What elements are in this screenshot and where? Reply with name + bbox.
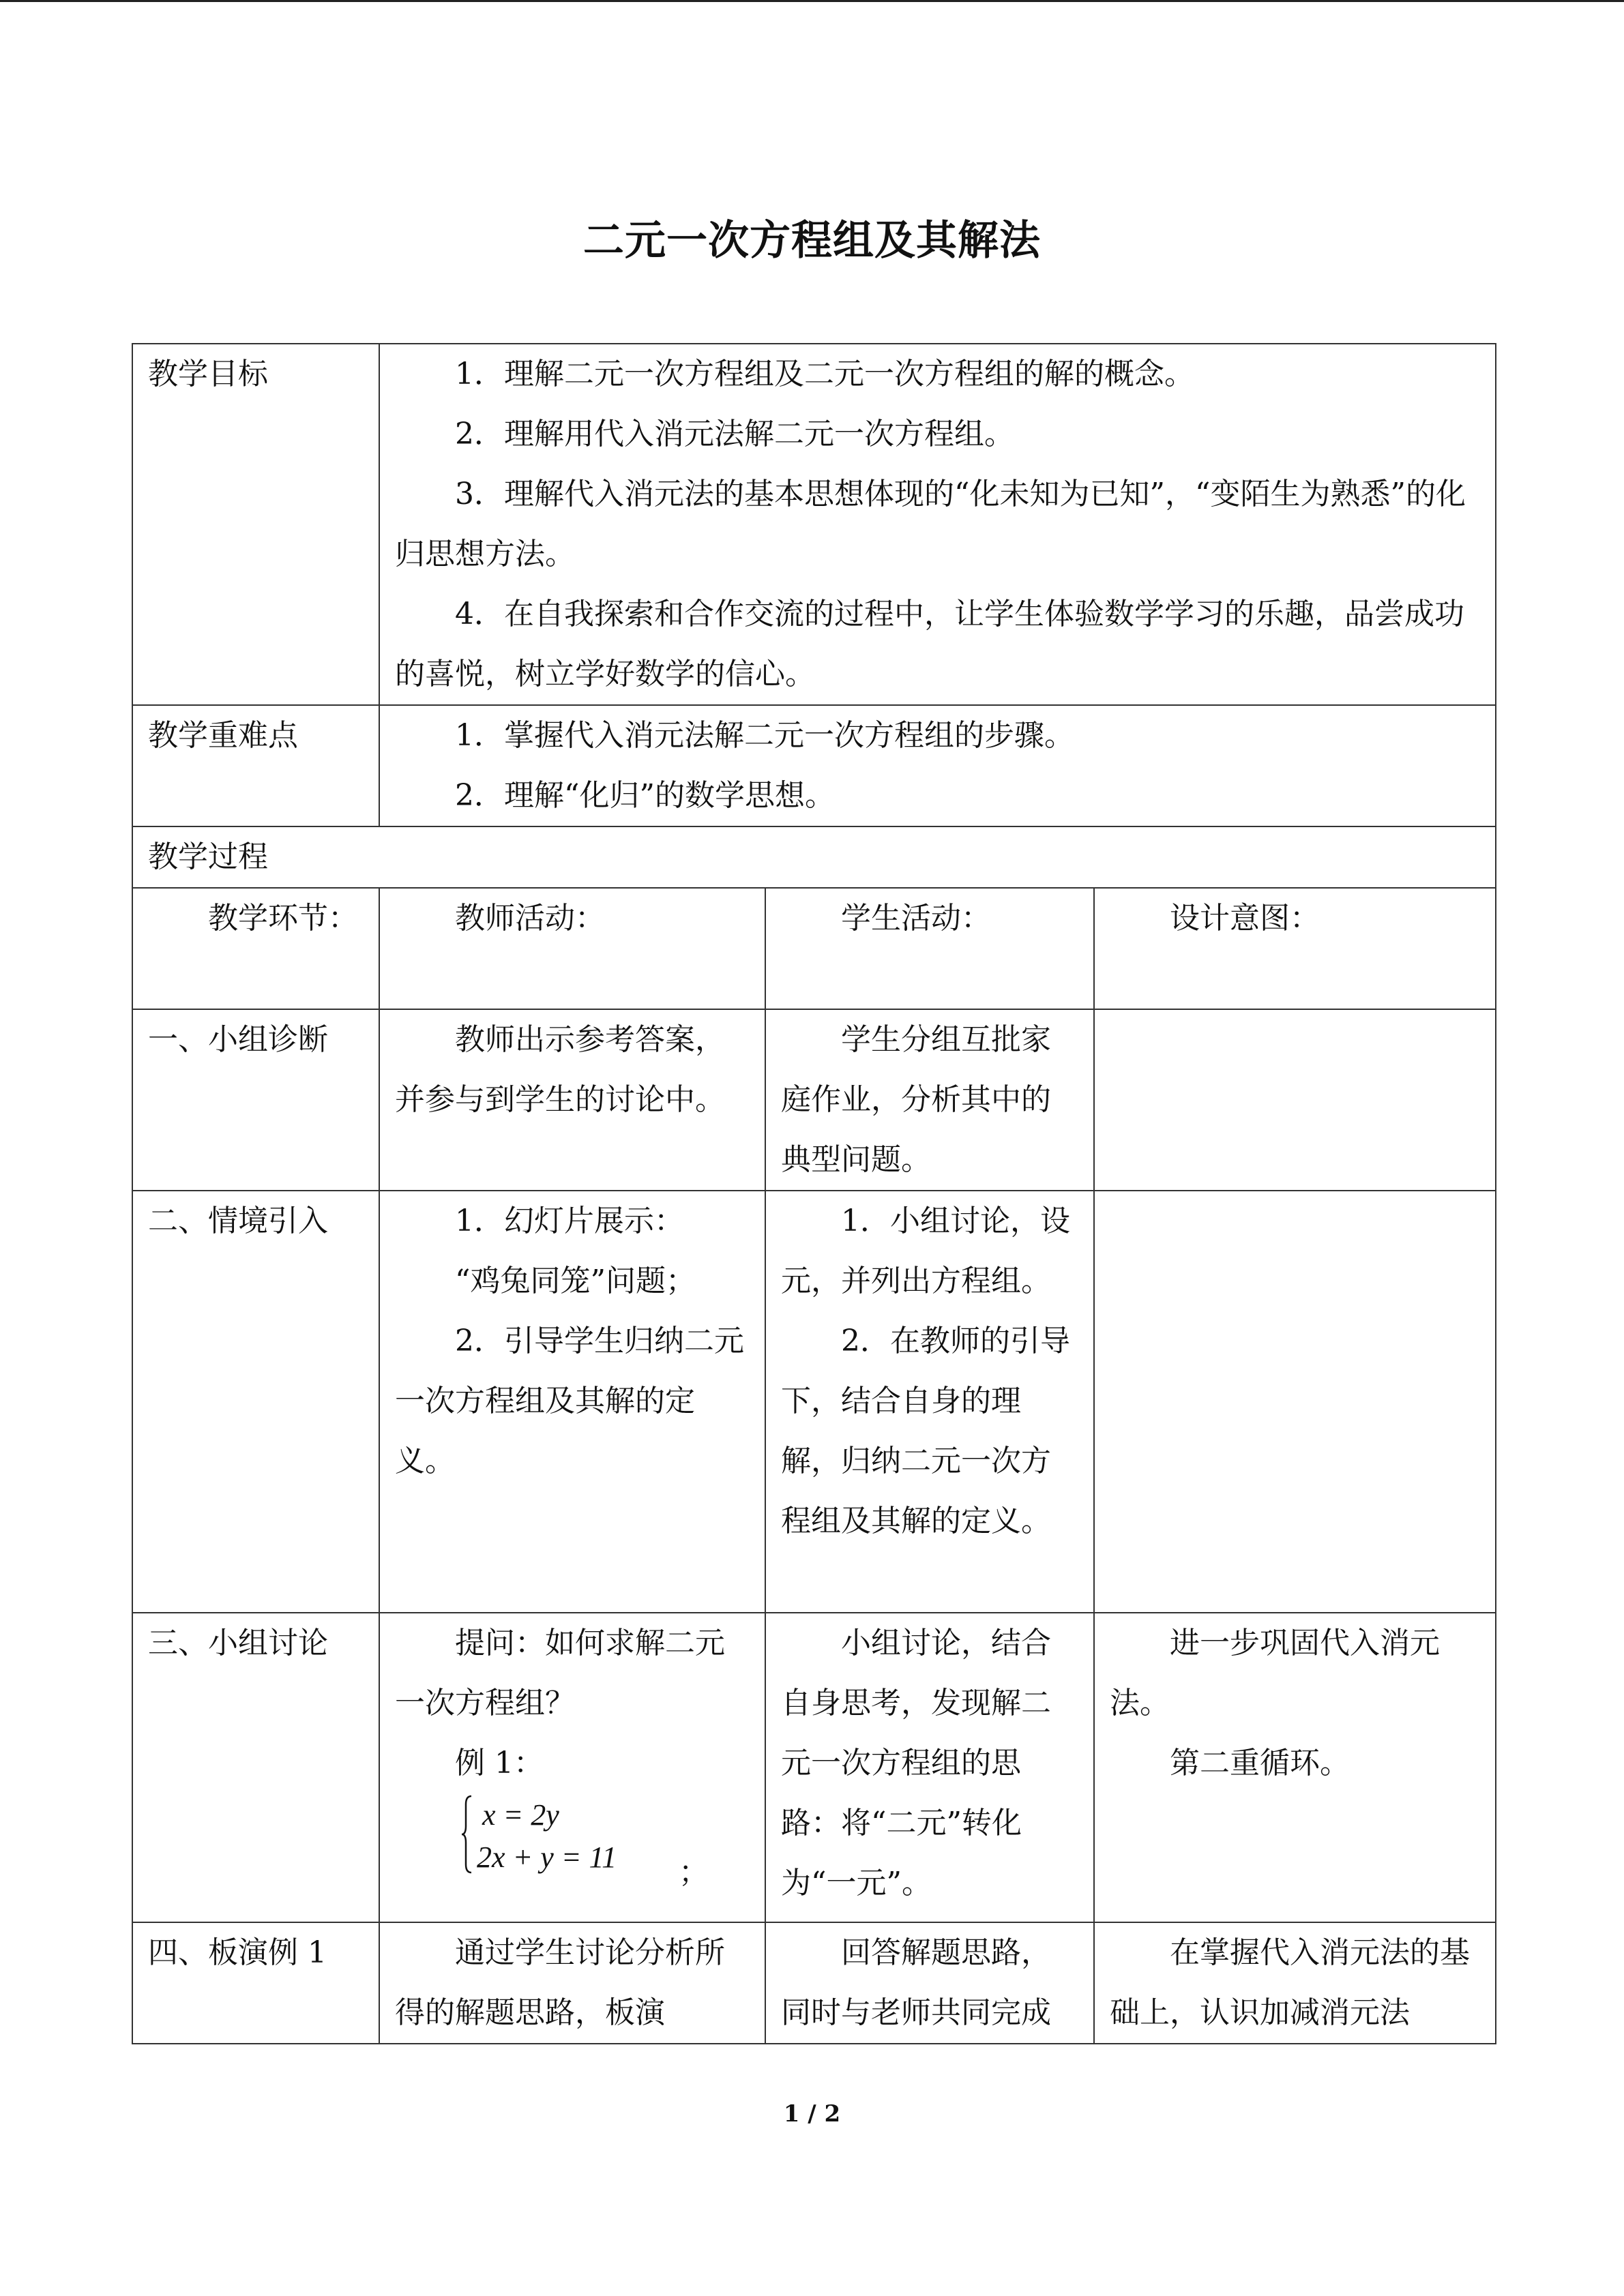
- objective-item: 1．理解二元一次方程组及二元一次方程组的解的概念。: [455, 357, 1194, 391]
- header-stage-text: 教学环节：: [208, 901, 358, 936]
- intent-cell: [1094, 1009, 1496, 1191]
- lesson-plan-table: [132, 343, 1496, 2044]
- header-student-text: 学生活动：: [841, 901, 991, 936]
- header-intent-text: 设计意图：: [1170, 901, 1320, 936]
- student-cell: [765, 1613, 1094, 1922]
- equation-system: [460, 1793, 750, 1889]
- stage-cell: 一、小组诊断: [132, 1009, 379, 1191]
- objectives-content: [379, 344, 1496, 705]
- teacher-cell: [379, 1613, 765, 1922]
- teacher-text: 2．引导学生归纳二元一次方程组及其解的定义。: [395, 1324, 744, 1478]
- intent-cell: [1094, 1191, 1496, 1613]
- teacher-text: “鸡兔同笼”问题；: [455, 1264, 696, 1298]
- intent-text: 第二重循环。: [1170, 1746, 1350, 1780]
- student-cell: [765, 1191, 1094, 1613]
- objective-item: 4．在自我探索和合作交流的过程中，让学生体验数学学习的乐趣，品尝成功的喜悦，树立学好数学的信心。: [395, 597, 1464, 691]
- teacher-text: 教师出示参考答案，并参与到学生的讨论中。: [395, 1022, 725, 1117]
- student-text: 学生分组互批家庭作业，分析其中的典型问题。: [781, 1022, 1051, 1177]
- intent-text: 进一步巩固代入消元法。: [1110, 1626, 1440, 1720]
- page-top-border: [0, 0, 1624, 2]
- teacher-cell: [379, 1191, 765, 1613]
- key-points-row: [132, 705, 1496, 826]
- page-title: 二元一次方程组及其解法: [583, 217, 1041, 265]
- equation-1: x = 2y: [482, 1798, 559, 1832]
- intent-cell: [1094, 1613, 1496, 1922]
- stage-cell: 三、小组讨论: [132, 1613, 379, 1922]
- key-points-content: [379, 705, 1496, 826]
- key-point-item: 2．理解“化归”的数学思想。: [455, 778, 835, 813]
- table-row: [132, 1191, 1496, 1613]
- key-points-label: 教学重难点: [132, 705, 379, 826]
- student-text: 1．小组讨论，设元，并列出方程组。: [781, 1204, 1070, 1298]
- intent-cell: [1094, 1922, 1496, 2044]
- student-text: 回答解题思路，同时与老师共同完成: [781, 1935, 1051, 2030]
- process-label-row: [132, 826, 1496, 888]
- left-brace-icon: [460, 1793, 474, 1875]
- stage-cell: 四、板演例 1: [132, 1922, 379, 2044]
- objective-item: 2．理解用代入消元法解二元一次方程组。: [455, 417, 1014, 451]
- student-cell: [765, 1922, 1094, 2044]
- equation-end: ；: [679, 1855, 709, 1889]
- teacher-cell: [379, 1922, 765, 2044]
- table-row: [132, 1613, 1496, 1922]
- header-teacher-text: 教师活动：: [455, 901, 605, 936]
- process-header-row: [132, 888, 1496, 1009]
- table-row: [132, 1009, 1496, 1191]
- objectives-label: 教学目标: [132, 344, 379, 705]
- student-text: 2．在教师的引导下，结合自身的理解，归纳二元一次方程组及其解的定义。: [781, 1324, 1070, 1538]
- header-teacher: [379, 888, 765, 1009]
- teacher-text: 通过学生讨论分析所得的解题思路，板演: [395, 1935, 725, 2030]
- intent-text: 在掌握代入消元法的基础上，认识加减消元法: [1110, 1935, 1470, 2030]
- teacher-text: 1．幻灯片展示：: [455, 1204, 684, 1238]
- stage-cell: 二、情境引入: [132, 1191, 379, 1613]
- header-stage: [132, 888, 379, 1009]
- student-cell: [765, 1009, 1094, 1191]
- teacher-text: 提问：如何求解二元一次方程组？: [395, 1626, 725, 1720]
- student-text: 小组讨论，结合自身思考，发现解二元一次方程组的思路：将“二元”转化为“一元”。: [781, 1626, 1051, 1900]
- process-label: 教学过程: [132, 826, 1496, 888]
- teacher-text: 例 1：: [455, 1746, 544, 1780]
- objectives-row: [132, 344, 1496, 705]
- table-row: [132, 1922, 1496, 2044]
- equation-2: 2x + y = 11: [477, 1840, 617, 1874]
- page-number: 1 / 2: [783, 2100, 841, 2128]
- objective-item: 3．理解代入消元法的基本思想体现的“化未知为已知”，“变陌生为熟悉”的化归思想方法。: [395, 477, 1466, 571]
- key-point-item: 1．掌握代入消元法解二元一次方程组的步骤。: [455, 718, 1074, 753]
- header-student: [765, 888, 1094, 1009]
- teacher-cell: [379, 1009, 765, 1191]
- header-intent: [1094, 888, 1496, 1009]
